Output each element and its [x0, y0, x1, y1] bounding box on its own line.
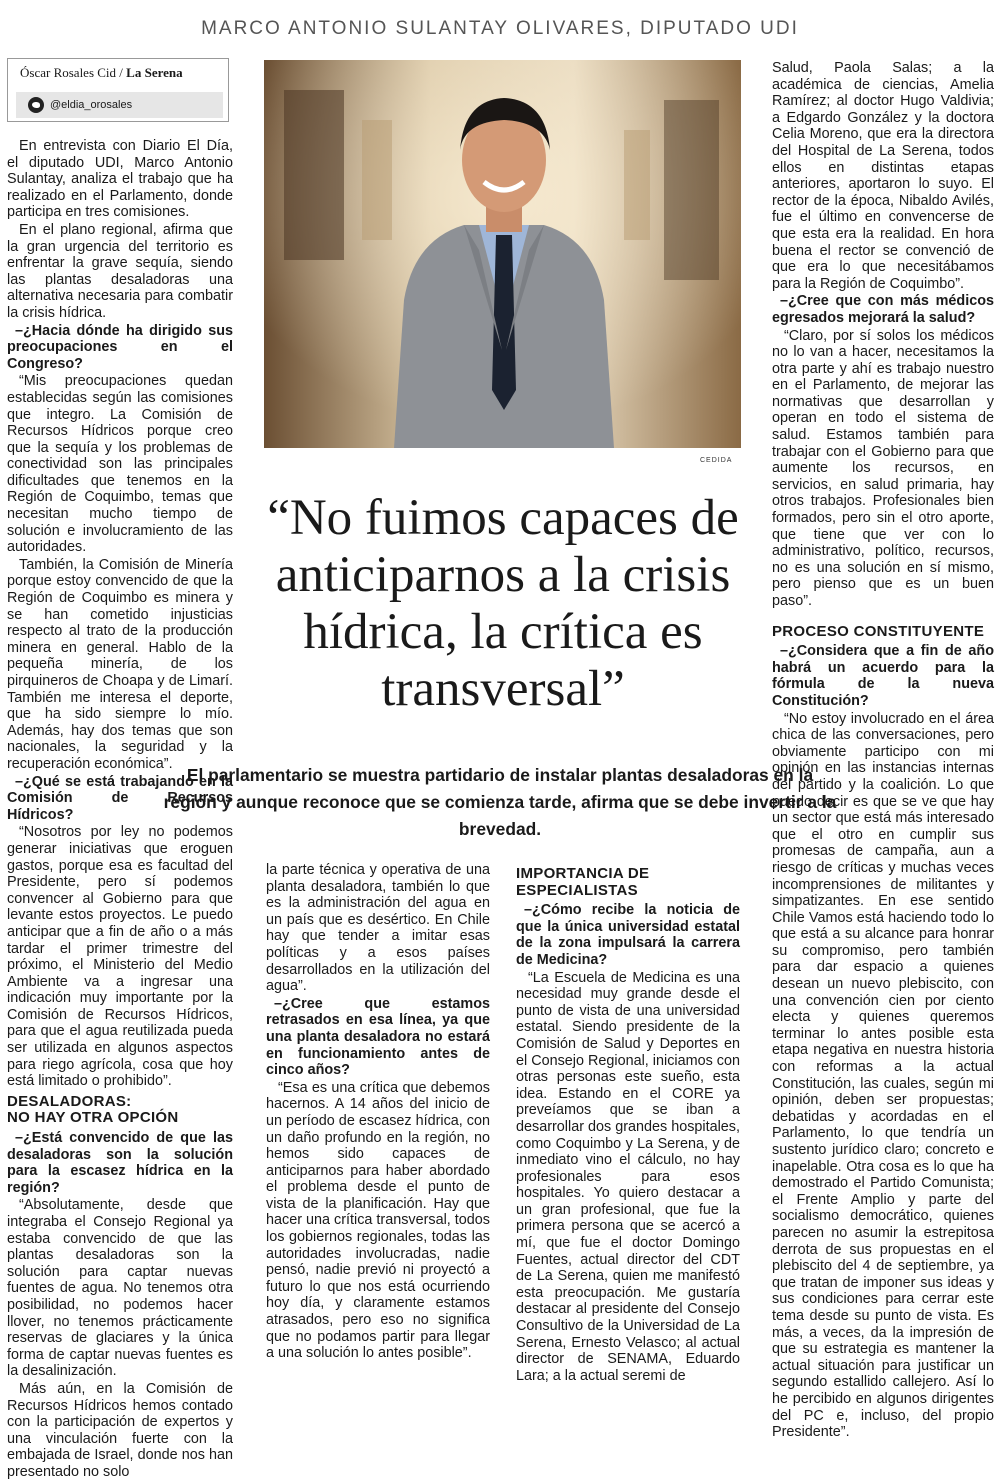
headline: “No fuimos capaces de anticiparnos a la crisis hídrica, la crítica es transversal” — [267, 490, 739, 717]
section-heading: PROCESO CONSTITUYENTE — [772, 622, 985, 640]
portrait-photo — [264, 60, 741, 448]
paragraph: “Esa es una crítica que debemos hacernos. A 14 años del inicio de un período de escasez hídrica, con un daño profundo en la región, no hemos sido capaces de anticiparnos para haber abordado el problema desde el punto de vista de la planificación. Hay que hacer una crítica transversal, todos los gobiernos regionales, todas las autoridades involucradas, nadie pensó, nadie previó ni proyectó a futuro lo que nos está ocurriendo hoy día, y claramente estamos atrasados, pero eso no significa que no podamos partir para llegar a una solución lo antes posible”. — [266, 1079, 490, 1362]
author-name: Óscar Rosales Cid — [20, 65, 117, 80]
question: –¿Hacia dónde ha dirigido sus preocupaciones en el Congreso? — [7, 322, 233, 372]
deck-summary: El parlamentario se muestra partidario de instalar plantas desaladoras en la región y aunque reconoce que se comienza tarde, afirma que se debe invertir a la brevedad. — [163, 765, 837, 839]
byline-box — [7, 58, 229, 122]
byline-separator: / — [119, 65, 123, 80]
section-heading: IMPORTANCIA DE ESPECIALISTAS — [516, 865, 650, 899]
question: –¿Qué se está trabajando en la Comisión de Recursos Hídricos? — [7, 773, 233, 823]
article-column-4 — [772, 60, 994, 1442]
paragraph: “Nosotros por ley no podemos generar iniciativas que eroguen gastos, porque esa es facultad del Presidente, pero sí podemos convencer al Gobierno para que levante estos proyectos. Le puedo anticipar que a fin de año o a más tardar el primer trimestre del próximo, el Ministerio del Medio Ambiente va a ingresar una indicación muy importante por la Comisión de Recursos Hídricos, para que el agua reutilizada pueda ser utilizada en algunos aspectos para riego agrícola, cosa que hoy está limitado o prohibido”. — [7, 824, 233, 1090]
paragraph: “Mis preocupaciones quedan establecidas según las comisiones que integro. La Comisión de Recursos Hídricos porque creo que la sequía y los problemas de conectividad son las principales dificultades que tenemos en la Región de Coquimbo, temas que necesitan mucho tiempo de solución e involucramiento de las autoridades. — [7, 373, 233, 556]
paragraph: “Absolutamente, desde que integraba el Consejo Regional ya estaba convencido de que las plantas desaladoras son la solución para captar nuevas fuentes de agua. No tenemos otra posibilidad, no podemos hacer llover, no tenemos prácticamente reservas de glaciares y la única forma de captar nuevas fuentes es la desalinización. — [7, 1197, 233, 1380]
section-heading: DESALADORAS: NO HAY OTRA OPCIÓN — [7, 1092, 179, 1127]
article-column-2 — [266, 862, 490, 1363]
paragraph: la parte técnica y operativa de una planta desaladora, también lo que es la administración del agua en un país que es desértico. En Chile hay que tender a imitar esas políticas y a esos países desarrollados en la utilización del agua”. — [266, 862, 490, 995]
twitter-bird-icon — [28, 97, 44, 113]
question: –¿Cree que con más médicos egresados mejorará la salud? — [772, 293, 994, 326]
paragraph: Salud, Paola Salas; a la académica de ciencias, Amelia Ramírez; al doctor Hugo Valdivia; a Edgardo González y la doctora Celia Moreno, que era la directora del Hospital de La Serena, todos ellos en distintas etapas anteriores, aportaron lo suyo. El rector de la época, Nibaldo Avilés, fue el último en convencerse de que esta era la realidad. En hora buena el rector se convenció de que era lo que necesitábamos para la Región de Coquimbo”. — [772, 60, 994, 292]
paragraph: También, la Comisión de Minería porque estoy convencido de que la Región de Coquimbo es minera y se han cometido injusticias respecto al trato de la producción minera en general. Hablo de la pequeña minería, de los pirquineros de Choapa y de Limarí. También me interesa el deporte, que ha sido siempre lo mío. Además, hay dos temas que son nacionales, la seguridad y la recuperación económica”. — [7, 556, 233, 772]
section-kicker: MARCO ANTONIO SULANTAY OLIVARES, DIPUTADO UDI — [201, 18, 799, 39]
question: –¿Cree que estamos retrasados en esa línea, ya que una planta desaladora no estará en funcionamiento antes de cinco años? — [266, 995, 490, 1079]
portrait-illustration — [264, 60, 741, 448]
paragraph: “Claro, por sí solos los médicos no lo van a hacer, necesitamos la otra parte y ahí es trabajo nuestro en el Parlamento, de mejorar las normativas que desarrollan y operan en todo el sistema de salud. Estamos también para trabajar con el Gobierno para que aumente los recursos, en servicios, en salud primaria, hay otros trabajos. Profesionales bien formados, pero sin el otro aporte, que tiene que ver con lo administrativo, político, recursos, no es una solución en sí mismo, pero pienso que es un buen paso”. — [772, 327, 994, 609]
author-location: La Serena — [126, 65, 183, 80]
paragraph: Más aún, en la Comisión de Recursos Hídricos hemos contado con la participación de expertos y una vinculación fuerte con la embajada de Israel, donde nos han presentado no solo — [7, 1380, 233, 1480]
paragraph: “No estoy involucrado en el área chica de las conversaciones, pero obviamente participo con mi opinión en las instancias internas del partido y la coalición. Lo que puedo decir es que se ve que hay un sector que está más interesado que el otro en cumplir sus promesas de campaña, aun a riesgo de críticas y muchas veces incomprensiones de militantes y simpatizantes. En ese sentido Chile Vamos está haciendo todo lo que está a su alcance para honrar su compromiso, pero también para dar espacio a quienes desean un nuevo plebiscito, con una convención cien por ciento electa y quienes queremos terminar lo antes posible esta etapa negativa en nuestra historia con reformas a la actual Constitución, las cuales, según mi opinión, deben ser propuestas; debatidas y acordadas en el Parlamento, lo que tendría un sustento jurídico claro; concreto e inapelable. Otra cosa es lo que ha demostrado el Partido Comunista; el Frente Amplio y parte del socialismo democrático, quienes parecen no asumir la estrepitosa derrota de sus propuestas en el plebiscito del 4 de septiembre, ya que tratan de imponer sus ideas y sus condiciones para cerrar este tema desde su punto de vista. Es más, a veces, da la impresión de que su estrategia es mantener la actual situación para justificar un segundo estallido callejero. Así lo he percibido en algunos dirigentes del PC e, incluso, del propio Presidente”. — [772, 710, 994, 1441]
question: –¿Está convencido de que las desaladoras son la solución para la escasez hídrica en la región? — [7, 1130, 233, 1196]
paragraph: “La Escuela de Medicina es una necesidad muy grande desde el punto de vista de una universidad estatal. Siendo presidente de la Comisión de Salud y Deportes en el Consejo Regional, iniciamos con otras personas este sueño, esta idea. Estando en el CORE ya preveíamos que se iban a desarrollar dos grandes hospitales, como Coquimbo y La Serena, y de inmediato vino el cálculo, no hay profesionales para esos hospitales. Yo quiero destacar a un gran profesional, que fue la primera persona que se acercó a mí, que fue el doctor Domingo Fuentes, actual director del CDT de La Serena, quien me manifestó esta preocupación. Me gustaría destacar al presidente del Consejo Consultivo de la Universidad de La Serena, Ernesto Velasco; al actual director de SENAMA, Eduardo Lara; a la actual seremi de — [516, 969, 740, 1384]
photo-credit: CEDIDA — [700, 457, 733, 464]
paragraph: En entrevista con Diario El Día, el diputado UDI, Marco Antonio Sulantay, analiza el trabajo que ha realizado en el Parlamento, donde participa en tres comisiones. — [7, 138, 233, 221]
paragraph: En el plano regional, afirma que la gran urgencia del territorio es enfrentar la grave sequía, siendo las plantas desaladoras una alternativa necesaria para combatir la crisis hídrica. — [7, 221, 233, 321]
byline-name — [20, 65, 183, 81]
twitter-handle[interactable]: @eldia_orosales — [50, 99, 133, 111]
question: –¿Considera que a fin de año habrá un acuerdo para la fórmula de la nueva Constitución? — [772, 643, 994, 709]
twitter-handle-bar — [16, 92, 223, 118]
article-column-3 — [516, 862, 740, 1385]
question: –¿Cómo recibe la noticia de que la única universidad estatal de la zona impulsará la carrera de Medicina? — [516, 902, 740, 968]
